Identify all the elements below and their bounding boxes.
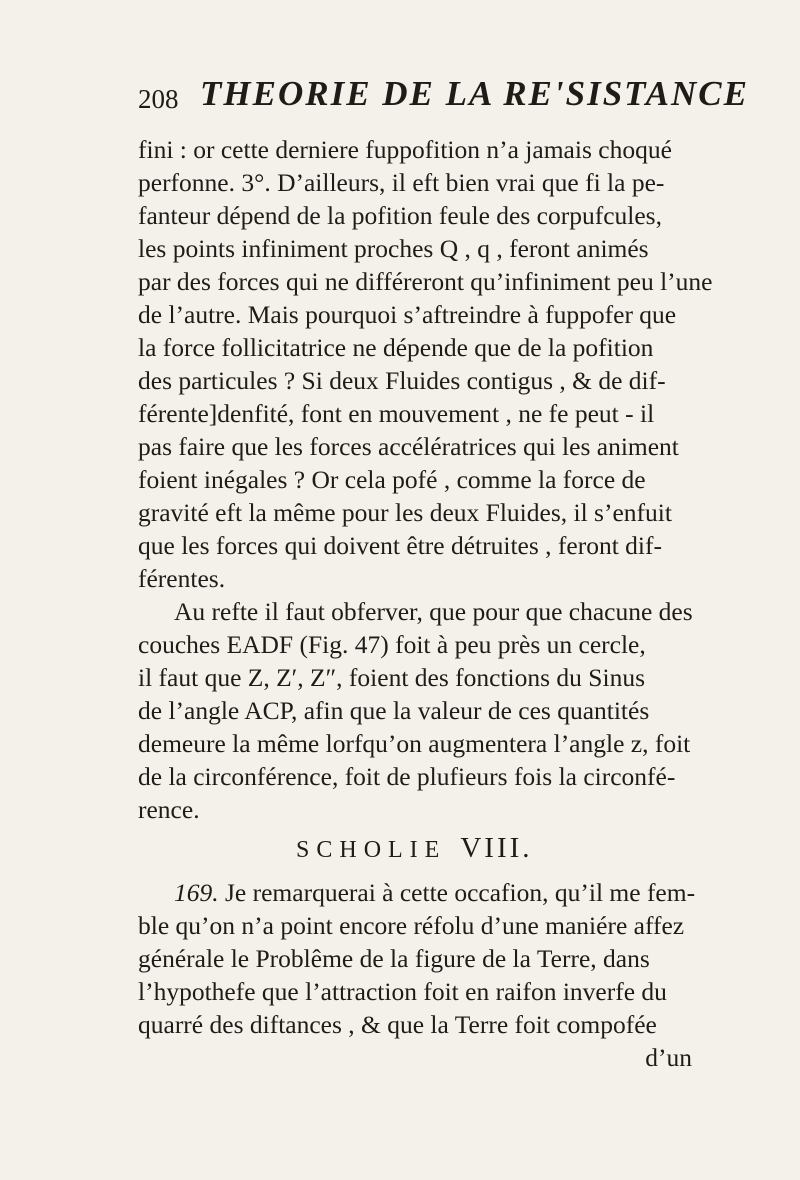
- page-header: [138, 74, 749, 124]
- text-line: la force follicitatrice ne dépende que de la pofition: [138, 333, 654, 362]
- text-line: férente]denfité, font en mouvement , ne fe peut - il: [138, 399, 655, 428]
- paragraph-number: 169.: [174, 878, 219, 907]
- text-line: fanteur dépend de la pofition feule des corpufcules,: [138, 201, 662, 230]
- paragraph-first-line: [138, 876, 710, 909]
- text-line: rence.: [138, 795, 200, 824]
- scholie-word: SCHOLIE: [296, 837, 447, 863]
- text-line: par des forces qui ne différeront qu’infiniment peu l’une: [138, 267, 713, 296]
- body-text: [138, 133, 713, 1074]
- text-line: pas faire que les forces accélératrices qui les animent: [138, 432, 679, 461]
- text-line: que les forces qui doivent être détruites , feront dif-: [138, 531, 662, 560]
- running-head: THEORIE DE LA RE'SISTANCE: [200, 74, 749, 113]
- text-line: fini : or cette derniere fuppofition n’a jamais choqué: [138, 135, 672, 164]
- text-line: l’hypothefe que l’attraction foit en raifon inverfe du: [138, 977, 667, 1006]
- text-line: Au refte il faut obferver, que pour que chacune des: [174, 597, 693, 626]
- text-line: les points infiniment proches Q , q , feront animés: [138, 234, 649, 263]
- text-line: couches EADF (Fig. 47) foit à peu près un cercle,: [138, 630, 646, 659]
- page-number: 208: [138, 84, 179, 114]
- catchword: d’un: [645, 1043, 692, 1072]
- text-line: des particules ? Si deux Fluides contigus , & de dif-: [138, 366, 666, 395]
- scholie-number: VIII.: [460, 832, 533, 864]
- text-line: Je remarquerai à cette occafion, qu’il me fem-: [225, 878, 696, 907]
- text-line: de l’angle ACP, afin que la valeur de ces quantités: [138, 696, 650, 725]
- section-heading: [138, 826, 710, 870]
- text-line: férentes.: [138, 564, 226, 593]
- text-line: de l’autre. Mais pourquoi s’aftreindre à fuppofer que: [138, 300, 677, 329]
- text-line: il faut que Z, Z′, Z″, foient des fonctions du Sinus: [138, 663, 645, 692]
- text-line: quarré des diftances , & que la Terre foit compofée: [138, 1010, 657, 1039]
- text-line: foient inégales ? Or cela pofé , comme la force de: [138, 465, 646, 494]
- text-line: de la circonférence, foit de plufieurs fois la circonfé-: [138, 762, 676, 791]
- text-line: perfonne. 3°. D’ailleurs, il eft bien vrai que fi la pe-: [138, 168, 665, 197]
- text-line: générale le Problême de la figure de la Terre, dans: [138, 944, 650, 973]
- text-line: ble qu’on n’a point encore réfolu d’une maniére affez: [138, 911, 685, 940]
- text-line: demeure la même lorfqu’on augmentera l’angle z, foit: [138, 729, 691, 758]
- text-line: gravité eft la même pour les deux Fluides, il s’enfuit: [138, 498, 672, 527]
